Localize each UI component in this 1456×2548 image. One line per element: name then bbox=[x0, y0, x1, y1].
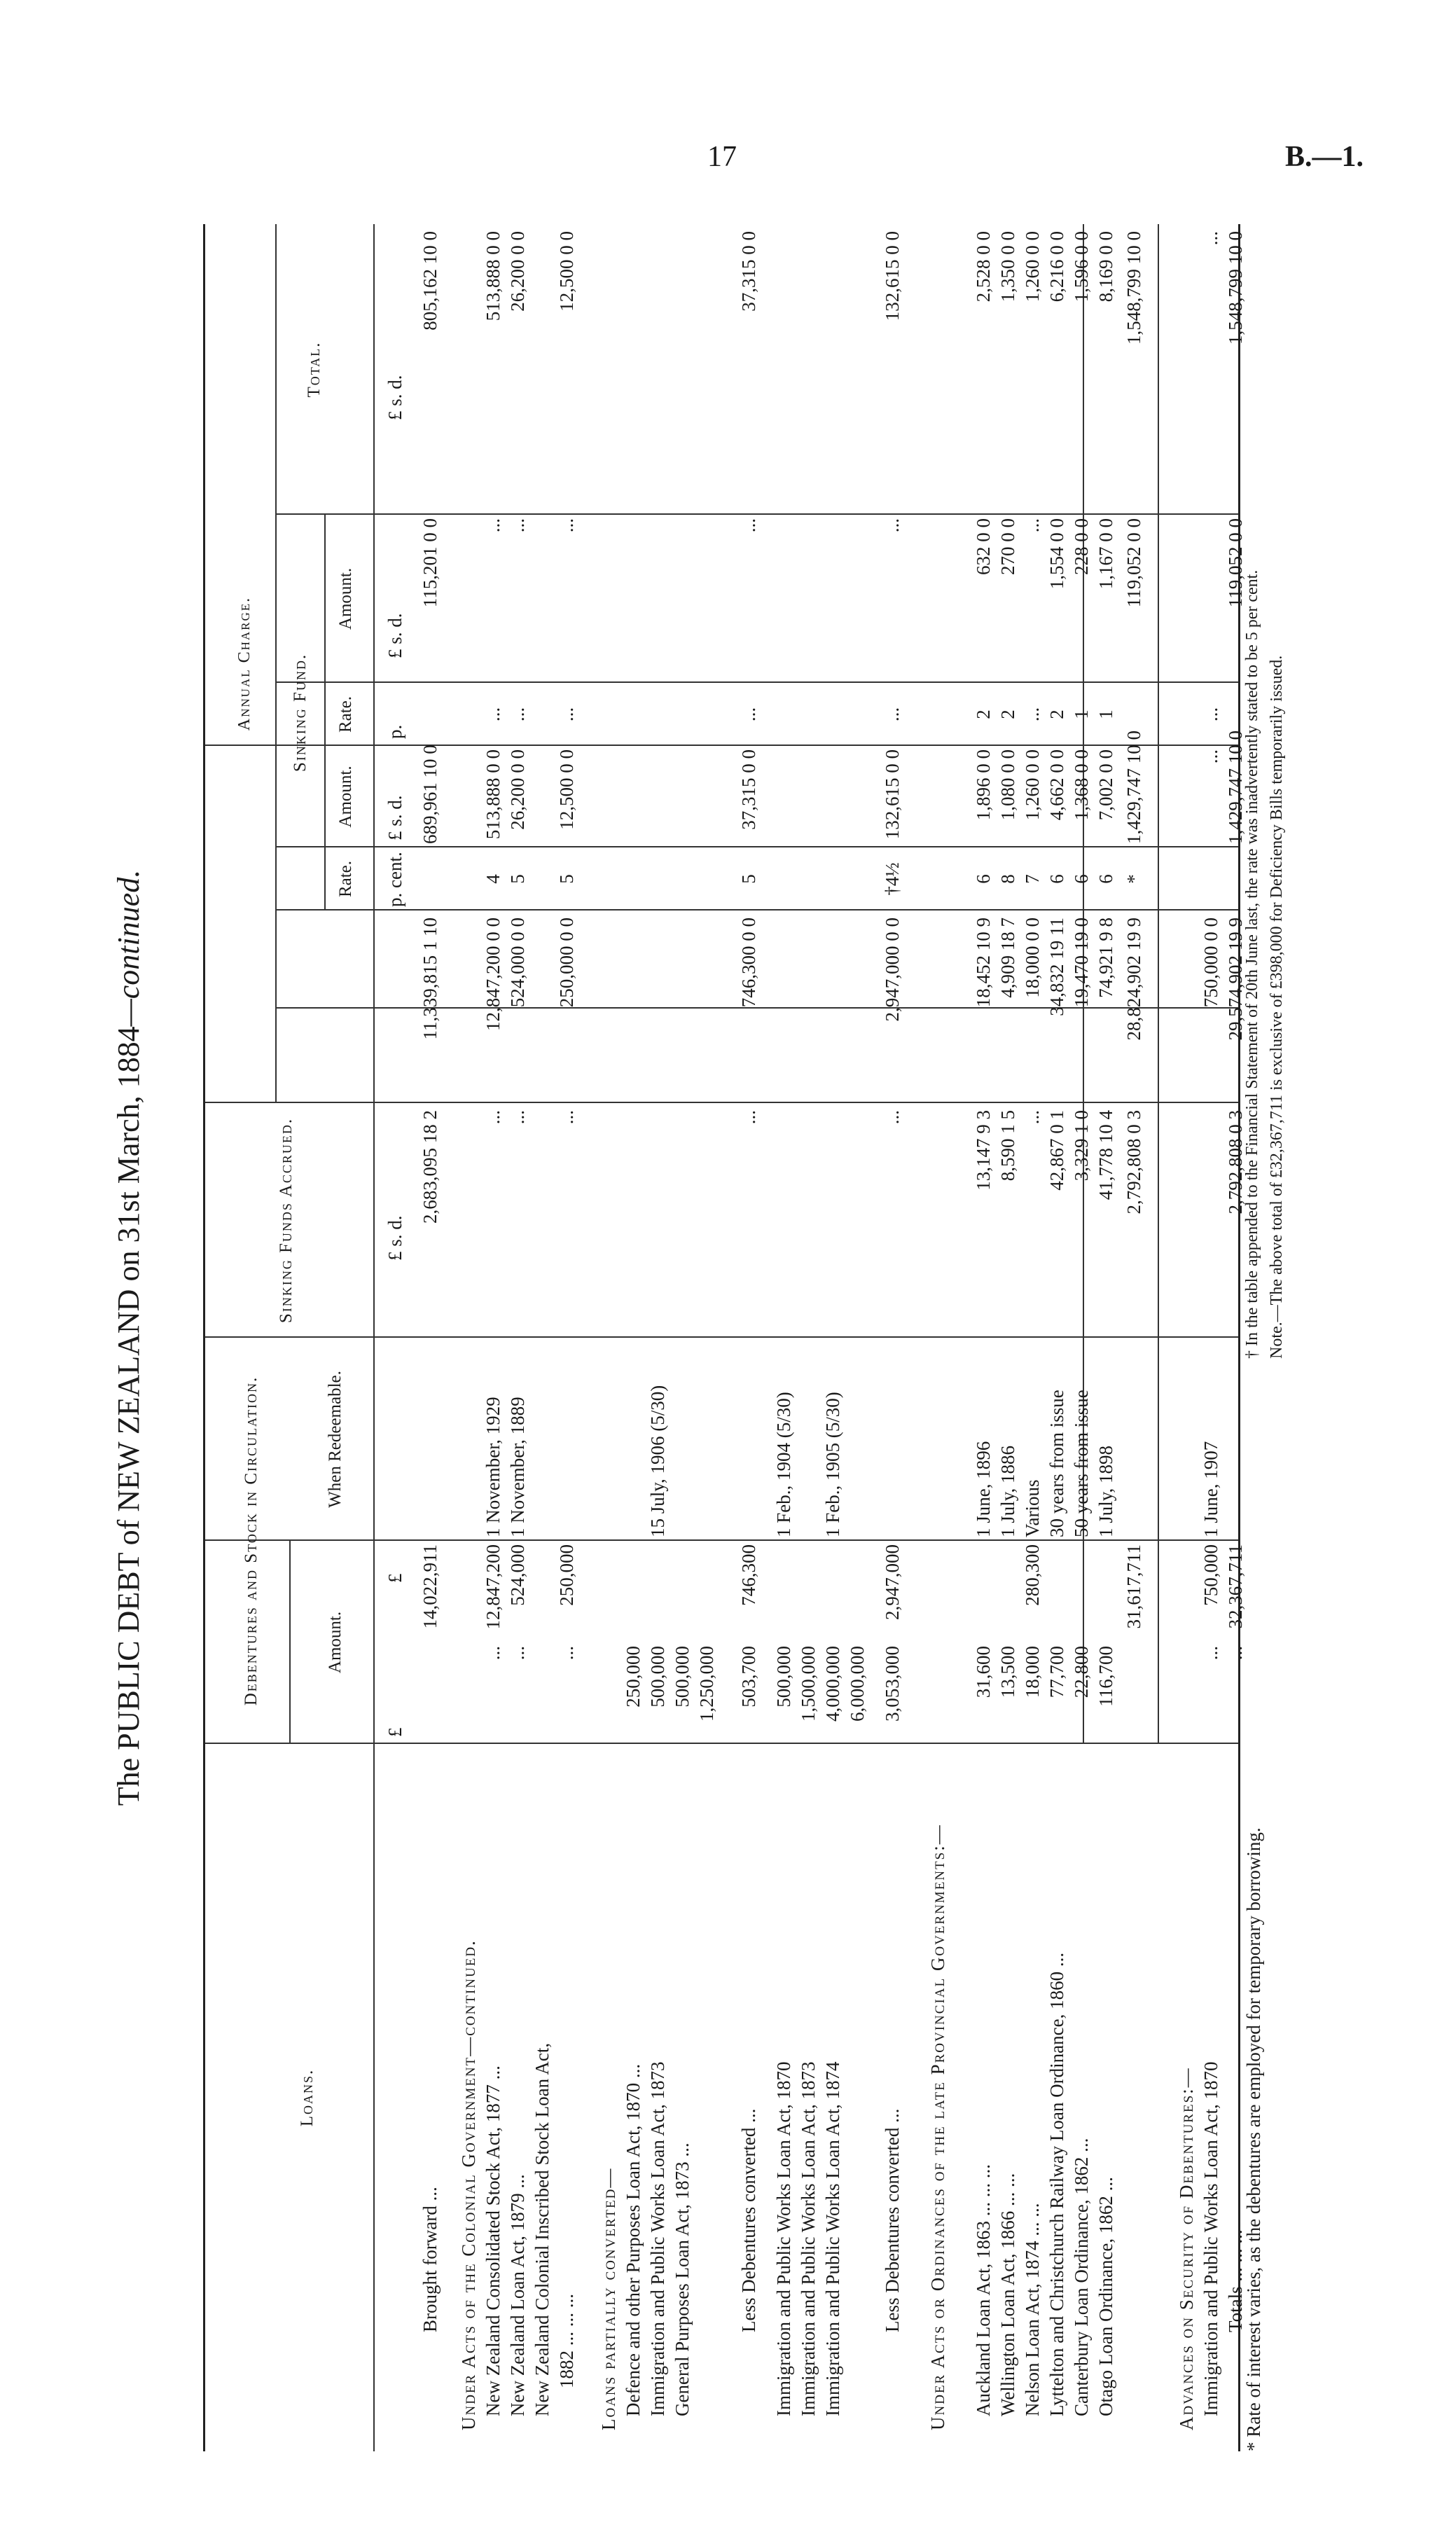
loan-name: General Purposes Loan Act, 1873 ... bbox=[672, 2142, 693, 2416]
cell-redeem: Various bbox=[1022, 1479, 1043, 1537]
cell-net: 74,921 9 8 bbox=[1095, 918, 1116, 998]
loan-name: Loans partially converted— bbox=[598, 2167, 619, 2430]
cell-sf-amt: ... bbox=[738, 518, 759, 533]
cell-amt1: 116,700 bbox=[1095, 1646, 1116, 1707]
cell-sf-rate: 2 bbox=[973, 709, 994, 719]
loan-name: Auckland Loan Act, 1863 ... ... ... bbox=[973, 2164, 994, 2416]
cell-redeem: 1 June, 1907 bbox=[1200, 1441, 1221, 1537]
cell-accrued: ... bbox=[507, 1110, 528, 1125]
cell-int-amt: 1,429,747 10 0 bbox=[1123, 731, 1144, 844]
cell-int-amt: 513,888 0 0 bbox=[483, 749, 504, 840]
cell-amt2: 524,000 bbox=[507, 1544, 528, 1606]
cell-redeem: 1 July, 1898 bbox=[1095, 1445, 1116, 1537]
cell-total: 132,615 0 0 bbox=[882, 231, 903, 321]
header-sinking-fund: Sinking Fund. bbox=[291, 653, 310, 773]
cell-sf-amt: 119,052 0 0 bbox=[1225, 518, 1246, 608]
cell-amt2: 31,617,711 bbox=[1123, 1544, 1144, 1629]
cell-net: 34,832 19 11 bbox=[1046, 918, 1067, 1016]
cell-total: ... bbox=[1200, 231, 1221, 246]
cell-int-amt: 7,002 0 0 bbox=[1095, 749, 1116, 821]
loan-name: Immigration and Public Works Loan Act, 1870 bbox=[773, 2061, 794, 2416]
cell-net: 29,574,902 19 9 bbox=[1225, 918, 1246, 1041]
cell-int-amt: 4,662 0 0 bbox=[1046, 749, 1067, 821]
cell-amt1: 503,700 bbox=[738, 1646, 759, 1708]
cell-net: 250,000 0 0 bbox=[556, 918, 577, 1008]
loan-name: Immigration and Public Works Loan Act, 1870 bbox=[1200, 2061, 1221, 2416]
cell-net: 750,000 0 0 bbox=[1200, 918, 1221, 1008]
header-rate: Rate. bbox=[336, 860, 355, 898]
unit-lsd-accrued: £ s. d. bbox=[384, 1215, 405, 1261]
cell-accrued: 2,792,808 0 3 bbox=[1123, 1110, 1144, 1214]
header-debentures: Debentures and Stock in Circulation. bbox=[242, 1376, 261, 1706]
cell-accrued: 41,778 10 4 bbox=[1095, 1110, 1116, 1200]
cell-sf-rate: ... bbox=[483, 707, 504, 722]
cell-net: 18,452 10 9 bbox=[973, 918, 994, 1008]
cell-amt1: 4,000,000 bbox=[822, 1646, 843, 1722]
cell-int-amt: 1,368 0 0 bbox=[1071, 749, 1092, 821]
loan-name: Immigration and Public Works Loan Act, 1873 bbox=[798, 2061, 819, 2416]
cell-sf-amt: ... bbox=[1022, 518, 1043, 533]
cell-int-amt: 12,500 0 0 bbox=[556, 749, 577, 830]
cell-rate: 6 bbox=[1046, 874, 1067, 884]
cell-accrued: ... bbox=[483, 1110, 504, 1125]
cell-sf-rate: ... bbox=[556, 707, 577, 722]
cell-redeem: 1 November, 1929 bbox=[483, 1397, 504, 1537]
loan-name: New Zealand Colonial Inscribed Stock Loan Act, bbox=[532, 2042, 553, 2416]
cell-amt2: 746,300 bbox=[738, 1544, 759, 1606]
loan-name: Advances on Security of Debentures:— bbox=[1176, 2067, 1197, 2430]
footnote-star: * Rate of interest varies, as the debentures are employed for temporary borrowing. bbox=[1243, 1827, 1264, 2451]
cell-amt1: 6,000,000 bbox=[847, 1646, 868, 1722]
cell-amt1: ... bbox=[1225, 1646, 1246, 1661]
unit-pcent: p. cent. bbox=[384, 852, 405, 907]
footnote-dagger: † In the table appended to the Financial Statement of 20th June last, the rate was inadvertently stated to be 5 per cent. bbox=[1243, 569, 1261, 1359]
cell-total: 513,888 0 0 bbox=[483, 231, 504, 321]
cell-redeem: 1 November, 1889 bbox=[507, 1397, 528, 1537]
loan-name: Immigration and Public Works Loan Act, 1874 bbox=[822, 2061, 843, 2416]
cell-amt2: 750,000 bbox=[1200, 1544, 1221, 1606]
cell-redeem: 15 July, 1906 (5/30) bbox=[647, 1385, 668, 1537]
loan-name: Lyttelton and Christchurch Railway Loan Ordinance, 1860 ... bbox=[1046, 1952, 1067, 2416]
cell-amt1: 77,700 bbox=[1046, 1646, 1067, 1698]
header-loans: Loans. bbox=[298, 2068, 317, 2127]
cell-amt2: 12,847,200 bbox=[483, 1544, 504, 1630]
cell-sf-rate: ... bbox=[507, 707, 528, 722]
cell-sf-amt: ... bbox=[882, 518, 903, 533]
cell-total: 1,548,799 10 0 bbox=[1225, 231, 1246, 345]
page-title bbox=[111, 224, 146, 2451]
cell-amt1: ... bbox=[507, 1646, 528, 1661]
loan-name: New Zealand Consolidated Stock Act, 1877 ... bbox=[483, 2065, 504, 2416]
cell-net: 12,847,200 0 0 bbox=[483, 918, 504, 1031]
cell-amt2: 32,367,711 bbox=[1225, 1544, 1246, 1629]
header-amount: Amount. bbox=[326, 1611, 345, 1674]
cell-redeem: 30 years from issue bbox=[1046, 1390, 1067, 1537]
cell-accrued: ... bbox=[738, 1110, 759, 1125]
cell-amt1: 250,000 bbox=[623, 1646, 644, 1708]
cell-sf-amt: ... bbox=[556, 518, 577, 533]
cell-sf-rate: ... bbox=[882, 707, 903, 722]
cell-amt1: 3,053,000 bbox=[882, 1646, 903, 1722]
cell-amt1: 22,800 bbox=[1071, 1646, 1092, 1698]
header-sinking-accrued: Sinking Funds Accrued. bbox=[277, 1117, 296, 1324]
cell-sf-amt: 270 0 0 bbox=[997, 518, 1018, 575]
cell-redeem: 1 Feb., 1904 (5/30) bbox=[773, 1392, 794, 1537]
cell-rate: 7 bbox=[1022, 874, 1043, 884]
cell-sf-rate: 1 bbox=[1071, 709, 1092, 719]
loan-name: Under Acts or Ordinances of the late Provincial Governments:— bbox=[927, 1824, 948, 2430]
cell-accrued: ... bbox=[1022, 1110, 1043, 1125]
header-sf-rate: Rate. bbox=[336, 695, 355, 733]
debt-table bbox=[203, 224, 1246, 2451]
cell-rate: * bbox=[1123, 874, 1144, 884]
cell-amt2: 2,947,000 bbox=[882, 1544, 903, 1620]
loan-name: Less Debentures converted ... bbox=[738, 2108, 759, 2332]
cell-total: 1,350 0 0 bbox=[997, 231, 1018, 303]
cell-rate: 6 bbox=[973, 874, 994, 884]
title-suffix: —continued. bbox=[111, 869, 146, 1027]
cell-int-amt: 37,315 0 0 bbox=[738, 749, 759, 830]
cell-sf-amt: 632 0 0 bbox=[973, 518, 994, 575]
cell-sf-amt: 115,201 0 0 bbox=[420, 518, 441, 608]
cell-total: 805,162 10 0 bbox=[420, 231, 441, 331]
cell-sf-rate: 2 bbox=[1046, 709, 1067, 719]
cell-net: 19,470 19 0 bbox=[1071, 918, 1092, 1008]
cell-total: 8,169 0 0 bbox=[1095, 231, 1116, 303]
title-main: The PUBLIC DEBT of NEW ZEALAND on 31st March, 1884 bbox=[111, 1026, 146, 1806]
loan-name: Otago Loan Ordinance, 1862 ... bbox=[1095, 2177, 1116, 2416]
unit-lsd-int: £ s. d. bbox=[384, 795, 405, 840]
cell-int-amt: 1,080 0 0 bbox=[997, 749, 1018, 821]
cell-amt1: 18,000 bbox=[1022, 1646, 1043, 1698]
cell-rate: 6 bbox=[1071, 874, 1092, 884]
cell-amt1: ... bbox=[1200, 1646, 1221, 1661]
loan-name: Nelson Loan Act, 1874 ... ... bbox=[1022, 2203, 1043, 2416]
loan-name: Defence and other Purposes Loan Act, 1870 ... bbox=[623, 2063, 644, 2416]
cell-net: 28,824,902 19 9 bbox=[1123, 918, 1144, 1041]
cell-rate: 4 bbox=[483, 874, 504, 884]
cell-rate: †4½ bbox=[882, 862, 903, 896]
cell-accrued: 42,867 0 1 bbox=[1046, 1110, 1067, 1191]
cell-total: 37,315 0 0 bbox=[738, 231, 759, 312]
cell-int-amt: 689,961 10 0 bbox=[420, 745, 441, 844]
cell-amt1: ... bbox=[556, 1646, 577, 1661]
cell-sf-amt: 1,167 0 0 bbox=[1095, 518, 1116, 590]
header-annual-charge: Annual Charge. bbox=[235, 596, 254, 731]
cell-amt1: 500,000 bbox=[647, 1646, 668, 1708]
cell-sf-rate: 1 bbox=[1095, 709, 1116, 719]
cell-rate: 5 bbox=[738, 874, 759, 884]
cell-amt1: 500,000 bbox=[672, 1646, 693, 1708]
cell-amt2: 14,022,911 bbox=[420, 1544, 441, 1629]
cell-sf-amt: ... bbox=[483, 518, 504, 533]
loan-name: New Zealand Loan Act, 1879 ... bbox=[507, 2174, 528, 2416]
cell-amt1: 13,500 bbox=[997, 1646, 1018, 1698]
loan-name: Brought forward ... bbox=[420, 2187, 441, 2332]
page-ref: B.—1. bbox=[1285, 141, 1364, 173]
cell-int-amt: 132,615 0 0 bbox=[882, 749, 903, 840]
cell-redeem: 1 June, 1896 bbox=[973, 1441, 994, 1537]
cell-amt2: 250,000 bbox=[556, 1544, 577, 1606]
cell-accrued: 2,792,808 0 3 bbox=[1225, 1110, 1246, 1214]
cell-total: 26,200 0 0 bbox=[507, 231, 528, 312]
cell-rate: 6 bbox=[1095, 874, 1116, 884]
cell-redeem: 1 Feb., 1905 (5/30) bbox=[822, 1392, 843, 1537]
unit-pound-1: £ bbox=[384, 1727, 405, 1737]
cell-rate: 8 bbox=[997, 874, 1018, 884]
loan-name: Less Debentures converted ... bbox=[882, 2108, 903, 2332]
rotated-table-sheet bbox=[105, 224, 1296, 2451]
cell-sf-rate: ... bbox=[738, 707, 759, 722]
cell-net: 4,909 18 7 bbox=[997, 918, 1018, 998]
cell-accrued: 8,590 1 5 bbox=[997, 1110, 1018, 1182]
cell-net: 2,947,000 0 0 bbox=[882, 918, 903, 1022]
cell-rate: 5 bbox=[556, 874, 577, 884]
cell-amt1: 31,600 bbox=[973, 1646, 994, 1698]
loan-name: Totals ... ... ... bbox=[1225, 2229, 1246, 2332]
header-total: Total. bbox=[305, 341, 324, 398]
cell-accrued: ... bbox=[882, 1110, 903, 1125]
cell-amt1: ... bbox=[483, 1646, 504, 1661]
cell-sf-amt: 228 0 0 bbox=[1071, 518, 1092, 575]
cell-net: 11,339,815 1 10 bbox=[420, 918, 441, 1040]
loan-name: 1882 ... ... ... bbox=[556, 2294, 577, 2388]
cell-amt1: 500,000 bbox=[773, 1646, 794, 1708]
cell-sf-amt: 119,052 0 0 bbox=[1123, 518, 1144, 608]
cell-net: 524,000 0 0 bbox=[507, 918, 528, 1008]
unit-lsd-sf: £ s. d. bbox=[384, 613, 405, 658]
header-when-redeemable: When Redeemable. bbox=[326, 1371, 345, 1508]
loan-name: Under Acts of the Colonial Government—continued. bbox=[458, 1939, 479, 2430]
cell-sf-amt: ... bbox=[507, 518, 528, 533]
cell-accrued: 13,147 9 3 bbox=[973, 1110, 994, 1191]
cell-total: 12,500 0 0 bbox=[556, 231, 577, 312]
cell-int-amt: 1,896 0 0 bbox=[973, 749, 994, 821]
cell-rate: 5 bbox=[507, 874, 528, 884]
cell-amt1: 1,250,000 bbox=[696, 1646, 717, 1722]
unit-pence: p. bbox=[384, 724, 405, 739]
cell-total: 1,596 0 0 bbox=[1071, 231, 1092, 303]
cell-accrued: 3,329 1 0 bbox=[1071, 1110, 1092, 1182]
cell-sf-amt: 1,554 0 0 bbox=[1046, 518, 1067, 590]
footnote-note: Note.—The above total of £32,367,711 is exclusive of £398,000 for Deficiency Bills temporarily issued. bbox=[1268, 655, 1286, 1359]
cell-int-amt: 1,260 0 0 bbox=[1022, 749, 1043, 821]
cell-sf-rate: 2 bbox=[997, 709, 1018, 719]
cell-int-amt: ... bbox=[1200, 749, 1221, 764]
cell-accrued: 2,683,095 18 2 bbox=[420, 1110, 441, 1224]
cell-amt2: 280,300 bbox=[1022, 1544, 1043, 1606]
cell-total: 2,528 0 0 bbox=[973, 231, 994, 303]
unit-pound-2: £ bbox=[384, 1573, 405, 1583]
cell-net: 18,000 0 0 bbox=[1022, 918, 1043, 998]
header-sf-amount: Amount. bbox=[336, 567, 355, 630]
cell-total: 1,548,799 10 0 bbox=[1123, 231, 1144, 345]
cell-sf-rate: ... bbox=[1022, 707, 1043, 722]
cell-amt1: 1,500,000 bbox=[798, 1646, 819, 1722]
cell-int-amt: 1,429,747 10 0 bbox=[1225, 731, 1246, 844]
cell-redeem: 1 July, 1886 bbox=[997, 1445, 1018, 1537]
cell-total: 6,216 0 0 bbox=[1046, 231, 1067, 303]
page-number: 17 bbox=[707, 141, 737, 173]
loan-name: Immigration and Public Works Loan Act, 1873 bbox=[647, 2061, 668, 2416]
unit-lsd-total: £ s. d. bbox=[384, 375, 405, 420]
cell-sf-rate: ... bbox=[1200, 707, 1221, 722]
cell-redeem: 50 years from issue bbox=[1071, 1390, 1092, 1537]
header-int-amount: Amount. bbox=[336, 766, 355, 828]
loan-name: Wellington Loan Act, 1866 ... ... bbox=[997, 2173, 1018, 2416]
loan-name: Canterbury Loan Ordinance, 1862 ... bbox=[1071, 2138, 1092, 2416]
cell-int-amt: 26,200 0 0 bbox=[507, 749, 528, 830]
cell-net: 746,300 0 0 bbox=[738, 918, 759, 1008]
cell-accrued: ... bbox=[556, 1110, 577, 1125]
cell-total: 1,260 0 0 bbox=[1022, 231, 1043, 303]
